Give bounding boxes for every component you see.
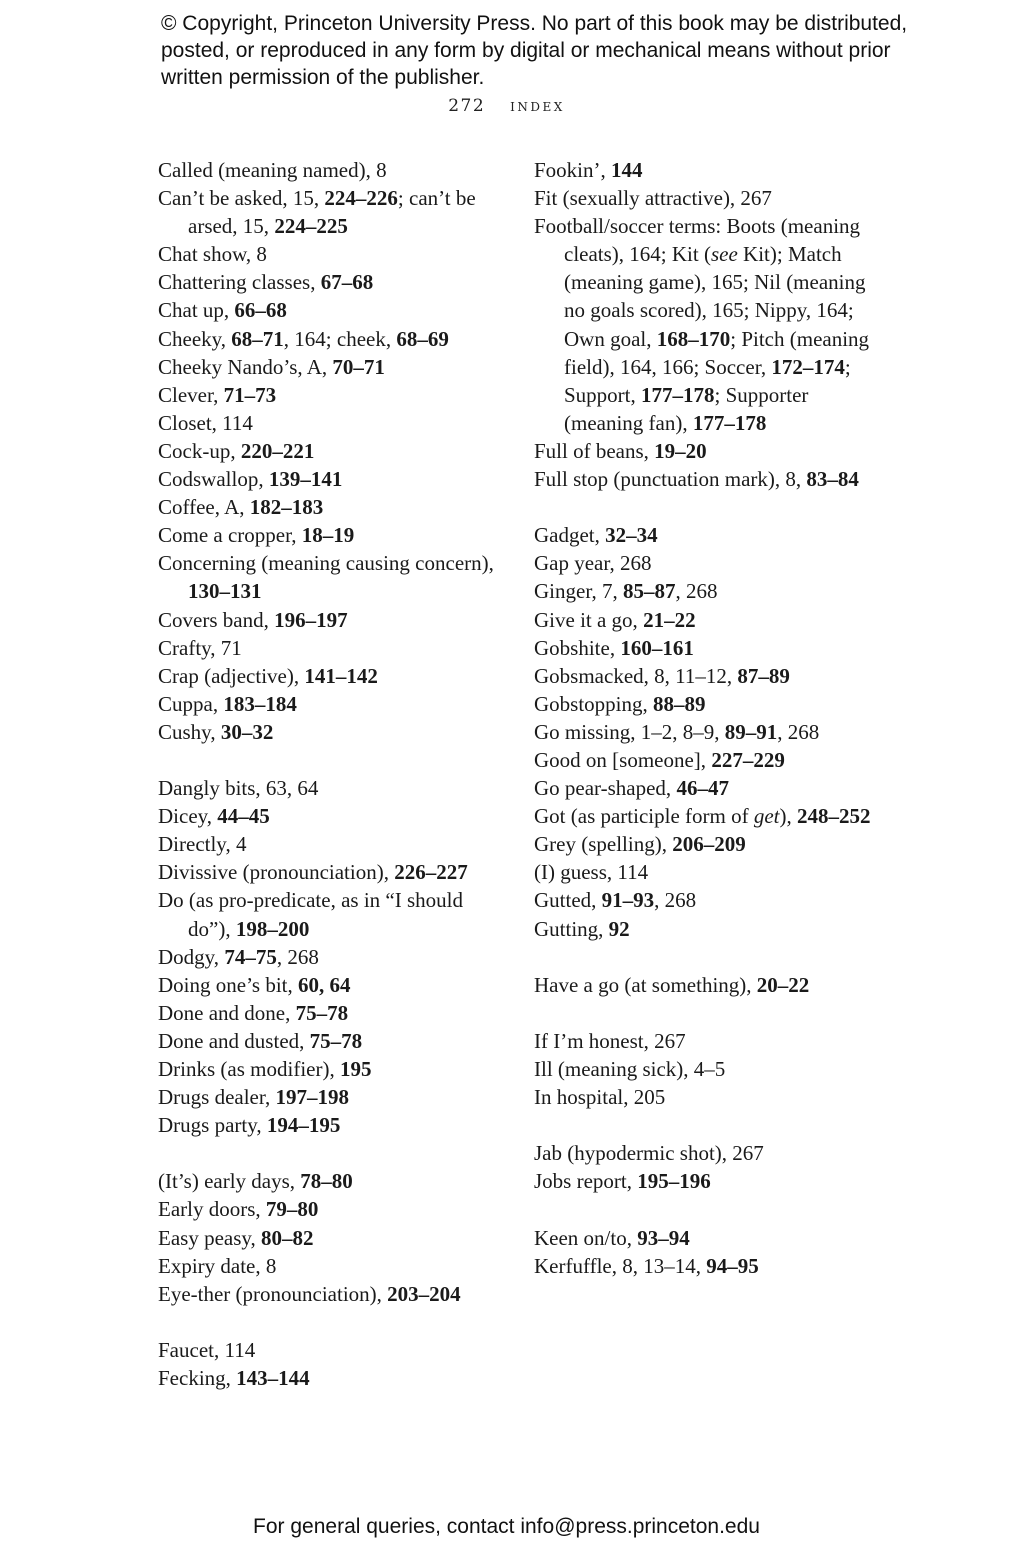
entry-text: Cheeky Nando’s, A,: [158, 354, 333, 379]
entry-text: Done and dusted,: [158, 1028, 310, 1053]
entry-text: (It’s) early days,: [158, 1169, 301, 1194]
index-entry: [158, 409, 503, 437]
index-entry: [158, 1364, 503, 1392]
index-entry: [158, 156, 503, 184]
page-range-bold: 88–89: [653, 691, 706, 716]
page-range-bold: 198–200: [235, 916, 310, 941]
index-entry: [158, 1055, 503, 1083]
index-entry: [158, 774, 503, 802]
entry-text: Done and done,: [158, 1000, 296, 1025]
page-range-bold: 60, 64: [298, 972, 351, 997]
index-entry: [158, 858, 503, 886]
entry-text: Concerning (meaning causing concern),: [158, 551, 494, 576]
page-number: 272: [448, 96, 486, 116]
index-entry: [534, 718, 879, 746]
entry-text: Early doors,: [158, 1197, 266, 1222]
letter-group-gap: [158, 1308, 503, 1336]
entry-text: Go pear-shaped,: [534, 776, 677, 801]
page-range-bold: 80–82: [261, 1225, 314, 1250]
page-range-bold: 30–32: [220, 719, 274, 744]
index-entry: [534, 606, 879, 634]
index-entry: [158, 971, 503, 999]
entry-text: Drugs party,: [158, 1113, 267, 1138]
entry-text: Codswallop,: [158, 467, 269, 492]
index-entry: [158, 268, 503, 296]
index-entry: [534, 1252, 879, 1280]
index-entry: [158, 718, 503, 746]
entry-text: Dicey,: [158, 804, 218, 829]
entry-text: Expiry date, 8: [158, 1253, 277, 1278]
page-range-bold: 195–196: [637, 1169, 711, 1194]
index-entry: [534, 690, 879, 718]
entry-text: Full stop (punctuation mark), 8,: [534, 467, 807, 492]
entry-text: If I’m honest, 267: [534, 1028, 686, 1053]
entry-text: Chat show, 8: [158, 242, 267, 267]
entry-text: ; Pitch (meaning field), 164, 166; Soccer,: [564, 326, 870, 379]
page-range-bold: 183–184: [223, 691, 297, 716]
page-range-bold: 78–80: [300, 1169, 353, 1194]
index-entry: [158, 1083, 503, 1111]
entry-text: Faucet, 114: [158, 1337, 256, 1362]
index-entry: [158, 353, 503, 381]
page-header: [0, 96, 1013, 116]
entry-text: Dangly bits, 63, 64: [158, 776, 319, 801]
index-column-left: [158, 156, 503, 1392]
entry-text: Good on [someone],: [534, 747, 712, 772]
page-range-bold: 71–73: [223, 382, 277, 407]
entry-text: ; can’t be arsed, 15,: [188, 186, 476, 239]
index-entry: [158, 240, 503, 268]
entry-text: Kit); Match (meaning game), 165; Nil (meaning no goals scored), 165; Nippy, 164; Own goal,: [564, 242, 866, 351]
index-entry: [158, 1195, 503, 1223]
page-range-bold: 141–142: [304, 663, 378, 688]
index-entry: [158, 662, 503, 690]
page-range-bold: 144: [611, 158, 643, 182]
index-entry: [158, 943, 503, 971]
entry-text: Easy peasy,: [158, 1225, 262, 1250]
index-entry: [158, 465, 503, 493]
page-range-bold: 75–78: [295, 1000, 349, 1025]
index-entry: [158, 325, 503, 353]
page-range-bold: 32–34: [605, 523, 658, 548]
page-range-bold: 203–204: [387, 1281, 461, 1306]
page-range-bold: 19–20: [654, 438, 707, 463]
page-range-bold: 220–221: [240, 438, 315, 463]
entry-text: Drugs dealer,: [158, 1085, 276, 1110]
entry-text: Gobshite,: [534, 635, 621, 660]
index-entry: [534, 521, 879, 549]
entry-text: Gadget,: [534, 523, 606, 548]
entry-text: Clever,: [158, 382, 224, 407]
index-entry: [158, 1280, 503, 1308]
section-title: index: [510, 96, 565, 116]
page-range-bold: 68–71: [231, 326, 284, 351]
entry-text: Doing one’s bit,: [158, 972, 298, 997]
entry-text: , 164; cheek,: [283, 326, 397, 351]
page-range-bold: 177–178: [692, 410, 767, 435]
entry-text: Cuppa,: [158, 691, 224, 716]
page-range-bold: 70–71: [332, 354, 385, 379]
entry-text: Have a go (at something),: [534, 972, 757, 997]
entry-text: Called (meaning named), 8: [158, 158, 387, 182]
page-range-bold: 182–183: [249, 495, 324, 520]
index-entry: [534, 774, 879, 802]
index-entry: [534, 184, 879, 212]
index-entry: [534, 746, 879, 774]
entry-text: Cushy,: [158, 719, 221, 744]
index-entry: [158, 381, 503, 409]
entry-text: ; Support,: [564, 354, 851, 407]
page-range-bold: 206–209: [672, 832, 746, 857]
index-entry: [158, 886, 503, 942]
entry-text: Grey (spelling),: [534, 832, 673, 857]
page-range-bold: 44–45: [217, 804, 270, 829]
index-entry: [158, 634, 503, 662]
entry-text: Chat up,: [158, 298, 235, 323]
index-entry: [158, 1111, 503, 1139]
page-range-bold: 130–131: [188, 579, 262, 604]
entry-text: see: [710, 242, 738, 267]
index-entry: [158, 802, 503, 830]
page-range-bold: 91–93: [601, 888, 655, 913]
page-range-bold: 21–22: [643, 607, 696, 632]
letter-group-gap: [534, 999, 879, 1027]
index-entry: [534, 886, 879, 914]
page-range-bold: 177–178: [641, 382, 715, 407]
entry-text: , 268: [276, 944, 319, 969]
entry-text: (I) guess, 114: [534, 860, 649, 885]
entry-text: ),: [779, 804, 797, 829]
index-entry: [534, 802, 879, 830]
entry-text: Come a cropper,: [158, 523, 302, 548]
entry-text: Do (as pro-predicate, as in “I should do”),: [158, 888, 463, 941]
entry-text: Cheeky,: [158, 326, 232, 351]
page-range-bold: 68–69: [396, 326, 449, 351]
entry-text: , 268: [654, 888, 697, 913]
index-entry: [158, 1167, 503, 1195]
index-entry: [534, 437, 879, 465]
page-range-bold: 172–174: [771, 354, 845, 379]
entry-text: Fit (sexually attractive), 267: [534, 186, 772, 211]
page-range-bold: 74–75: [224, 944, 277, 969]
entry-text: Directly, 4: [158, 832, 247, 857]
index-entry: [158, 1027, 503, 1055]
index-entry: [158, 1224, 503, 1252]
index-entry: [534, 156, 879, 184]
page-range-bold: 18–19: [301, 523, 355, 548]
index-entry: [158, 1336, 503, 1364]
page-range-bold: 93–94: [637, 1225, 690, 1250]
entry-text: get: [753, 804, 780, 829]
page-range-bold: 75–78: [309, 1028, 363, 1053]
index-entry: [534, 634, 879, 662]
entry-text: Gobsmacked, 8, 11–12,: [534, 663, 738, 688]
page-range-bold: 89–91: [724, 719, 778, 744]
index-entry: [534, 1224, 879, 1252]
letter-group-gap: [534, 493, 879, 521]
entry-text: Football/soccer terms: Boots (meaning cleats), 164; Kit (: [534, 214, 861, 267]
index-entry: [534, 830, 879, 858]
entry-text: Ginger, 7,: [534, 579, 623, 604]
index-entry: [534, 549, 879, 577]
page-range-bold: 94–95: [706, 1253, 759, 1278]
page-range-bold: 46–47: [676, 776, 729, 801]
entry-text: Jab (hypodermic shot), 267: [534, 1141, 764, 1166]
page-range-bold: 227–229: [711, 747, 785, 772]
entry-text: Gutted,: [534, 888, 602, 913]
page-range-bold: 143–144: [236, 1366, 310, 1391]
page-range-bold: 224–226: [324, 186, 398, 211]
entry-text: Full of beans,: [534, 438, 655, 463]
entry-text: ; Supporter (meaning fan),: [564, 382, 809, 435]
page-range-bold: 66–68: [234, 298, 287, 323]
index-entry: [534, 1083, 879, 1111]
page-range-bold: 226–227: [394, 860, 468, 885]
entry-text: Drinks (as modifier),: [158, 1057, 340, 1081]
index-entry: [534, 212, 879, 437]
letter-group-gap: [534, 943, 879, 971]
footer-contact: For general queries, contact info@press.princeton.edu: [253, 1515, 760, 1538]
index-entry: [534, 1139, 879, 1167]
index-column-right: [534, 156, 879, 1280]
page-range-bold: 87–89: [737, 663, 790, 688]
entry-text: Divissive (pronounciation),: [158, 860, 395, 885]
index-entry: [158, 549, 503, 605]
entry-text: , 268: [777, 719, 820, 744]
index-entry: [534, 971, 879, 999]
page-range-bold: 85–87: [622, 579, 676, 604]
page-range-bold: 194–195: [266, 1113, 341, 1138]
index-entry: [534, 915, 879, 943]
entry-text: Crafty, 71: [158, 635, 242, 660]
index-entry: [158, 184, 503, 240]
entry-text: Jobs report,: [534, 1169, 638, 1194]
entry-text: , 268: [675, 579, 718, 604]
entry-text: Dodgy,: [158, 944, 225, 969]
index-entry: [158, 999, 503, 1027]
entry-text: Eye-ther (pronounciation),: [158, 1281, 388, 1306]
index-entry: [534, 465, 879, 493]
entry-text: Chattering classes,: [158, 270, 321, 295]
index-entry: [158, 296, 503, 324]
index-entry: [158, 437, 503, 465]
index-entry: [534, 577, 879, 605]
entry-text: Cock-up,: [158, 438, 241, 463]
entry-text: Got (as participle form of: [534, 804, 754, 829]
entry-text: Gap year, 268: [534, 551, 652, 576]
page-range-bold: 248–252: [797, 804, 871, 829]
index-entry: [158, 606, 503, 634]
entry-text: Give it a go,: [534, 607, 644, 632]
entry-text: Fecking,: [158, 1366, 237, 1391]
page-range-bold: 79–80: [265, 1197, 319, 1222]
entry-text: Ill (meaning sick), 4–5: [534, 1057, 726, 1081]
entry-text: Crap (adjective),: [158, 663, 305, 688]
copyright-notice: © Copyright, Princeton University Press. No part of this book may be distributed, posted, or reproduced in any form by digital or mechanical means without prior written permission of the publisher.: [161, 12, 908, 89]
page-range-bold: 92: [608, 916, 630, 941]
index-entry: [158, 830, 503, 858]
index-entry: [534, 1167, 879, 1195]
entry-text: Kerfuffle, 8, 13–14,: [534, 1253, 707, 1278]
letter-group-gap: [534, 1111, 879, 1139]
index-entry: [534, 662, 879, 690]
page-range-bold: 168–170: [656, 326, 731, 351]
entry-text: Gutting,: [534, 916, 609, 941]
entry-text: Gobstopping,: [534, 691, 654, 716]
page-range-bold: 139–141: [268, 467, 343, 492]
entry-text: In hospital, 205: [534, 1085, 666, 1110]
page-range-bold: 83–84: [806, 467, 859, 492]
index-entry: [534, 1027, 879, 1055]
letter-group-gap: [158, 746, 503, 774]
index-entry: [158, 1252, 503, 1280]
page-range-bold: 195: [339, 1057, 372, 1081]
page-range-bold: 67–68: [320, 270, 374, 295]
entry-text: Coffee, A,: [158, 495, 250, 520]
page-range-bold: 224–225: [274, 214, 348, 239]
index-entry: [158, 493, 503, 521]
page-range-bold: 20–22: [756, 972, 810, 997]
entry-text: Can’t be asked, 15,: [158, 186, 325, 211]
entry-text: Fookin’,: [534, 158, 612, 182]
page-range-bold: 197–198: [275, 1085, 350, 1110]
entry-text: Go missing, 1–2, 8–9,: [534, 719, 725, 744]
index-entry: [534, 858, 879, 886]
index-entry: [158, 690, 503, 718]
letter-group-gap: [534, 1195, 879, 1223]
entry-text: Covers band,: [158, 607, 275, 632]
index-entry: [158, 521, 503, 549]
entry-text: Closet, 114: [158, 410, 253, 435]
page-range-bold: 160–161: [620, 635, 694, 660]
letter-group-gap: [158, 1139, 503, 1167]
entry-text: Keen on/to,: [534, 1225, 638, 1250]
index-entry: [534, 1055, 879, 1083]
page-range-bold: 196–197: [274, 607, 348, 632]
